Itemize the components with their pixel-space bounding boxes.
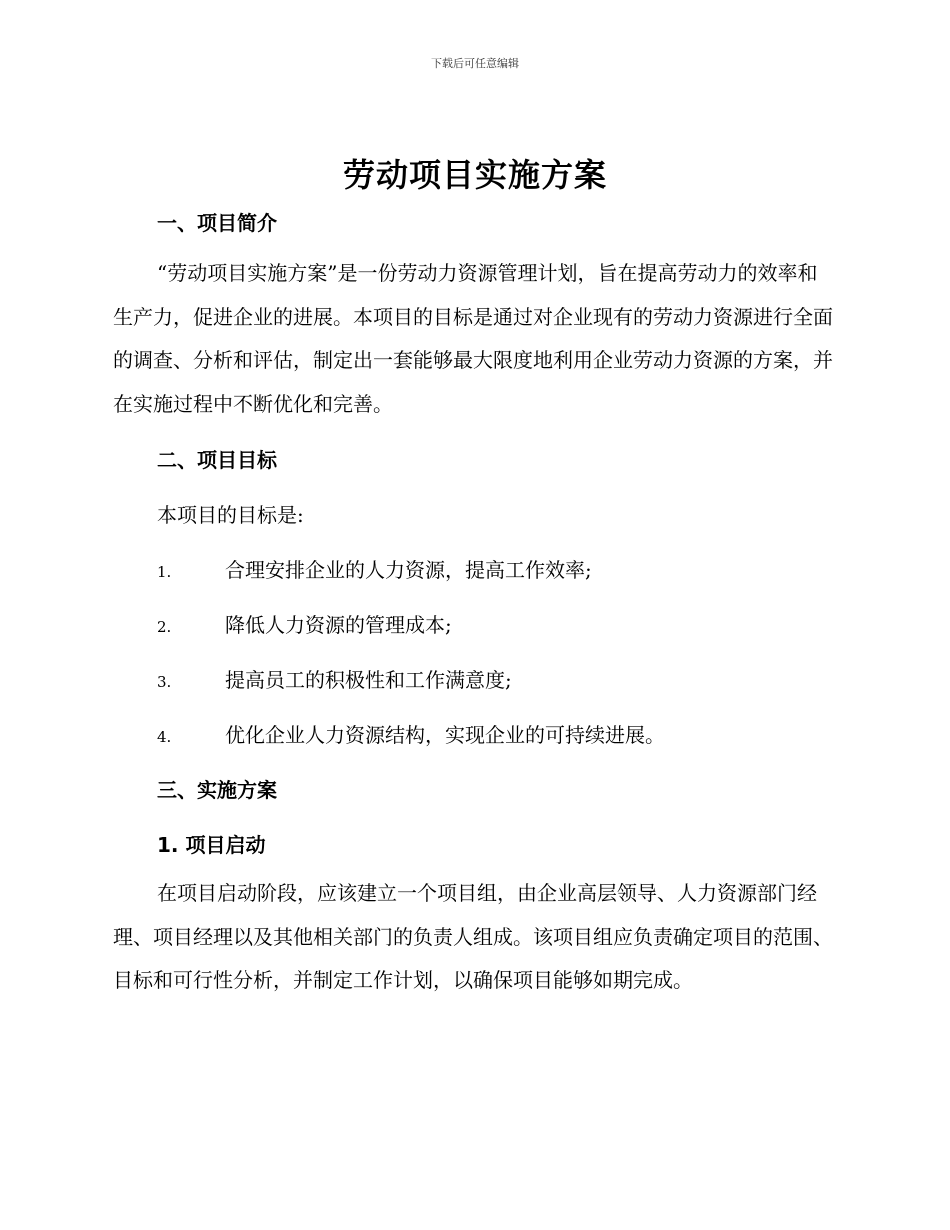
list-text: 提高员工的积极性和工作满意度; — [225, 668, 512, 692]
list-number: 2. — [157, 618, 172, 636]
list-number: 4. — [157, 728, 172, 746]
section-heading-intro: 一、项目简介 — [157, 211, 277, 235]
goal-list-item — [157, 609, 837, 638]
document-title: 劳动项目实施方案 — [342, 156, 607, 194]
goal-list-item — [157, 554, 837, 583]
section-heading-goals: 二、项目目标 — [157, 448, 277, 472]
list-number: 3. — [157, 673, 172, 691]
subsection-heading-kickoff: 1. 项目启动 — [157, 833, 266, 857]
goal-list-item — [157, 664, 837, 693]
kickoff-paragraph: 在项目启动阶段，应该建立一个项目组，由企业高层领导、人力资源部门经理、项目经理以及其他相关部门的负责人组成。该项目组应负责确定项目的范围、目标和可行性分析，并制定工作计划，以确保项目能够如期完成。 — [113, 881, 833, 992]
intro-paragraph: “劳动项目实施方案”是一份劳动力资源管理计划，旨在提高劳动力的效率和生产力，促进企业的进展。本项目的目标是通过对企业现有的劳动力资源进行全面的调查、分析和评估，制定出一套能够最大限度地利用企业劳动力资源的方案，并在实施过程中不断优化和完善。 — [113, 261, 833, 416]
list-text: 降低人力资源的管理成本; — [225, 613, 452, 637]
list-text: 优化企业人力资源结构，实现企业的可持续进展。 — [225, 723, 665, 747]
goal-list-item — [157, 719, 837, 748]
list-text: 合理安排企业的人力资源，提高工作效率; — [225, 558, 592, 582]
section-heading-plan: 三、实施方案 — [157, 778, 277, 802]
list-number: 1. — [157, 563, 172, 581]
goals-intro: 本项目的目标是: — [157, 503, 304, 527]
header-note: 下载后可任意编辑 — [431, 57, 519, 70]
